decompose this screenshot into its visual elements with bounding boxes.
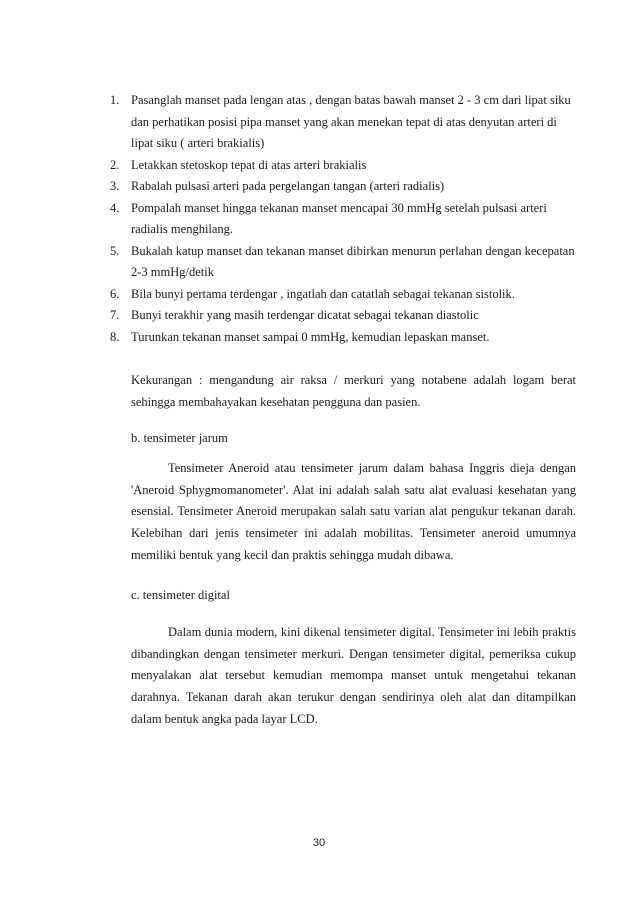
step-text: Letakkan stetoskop tepat di atas arteri brakialis	[131, 157, 367, 172]
procedure-steps-list	[110, 90, 580, 348]
step-number: 3.	[110, 179, 120, 193]
list-item	[110, 284, 580, 306]
list-item	[110, 90, 580, 155]
section-b-paragraph: Tensimeter Aneroid atau tensimeter jarum dalam bahasa Inggris dieja dengan 'Aneroid Sphygmomanometer'. Alat ini adalah salah satu alat evaluasi kesehatan yang esensial. Tensimeter Aneroid merupakan salah satu varian alat pengukur tekanan darah. Kelebihan dari jenis tensimeter ini adalah mobilitas. Tensimeter aneroid umumnya memiliki bentuk yang kecil dan praktis sehingga mudah dibawa.	[131, 461, 576, 562]
step-number: 8.	[110, 329, 120, 344]
step-text: Bukalah katup manset dan tekanan manset dibirkan menurun perlahan dengan kecepatan 2-3 mmHg/detik	[131, 243, 575, 279]
step-number: 4.	[110, 200, 120, 215]
section-c-paragraph: Dalam dunia modern, kini dikenal tensimeter digital. Tensimeter ini lebih praktis dibandingkan dengan tensimeter merkuri. Dengan tensimeter digital, pemeriksa cukup menyalakan alat tersebut kemudian memompa manset untuk mengetahui tekanan darahnya. Tekanan darah akan terukur dengan sendirinya oleh alat dan ditampilkan dalam bentuk angka pada layar LCD.	[131, 625, 576, 726]
list-item	[110, 327, 580, 349]
page-number: 30	[312, 837, 326, 849]
step-text: Rabalah pulsasi arteri pada pergelangan tangan (arteri radialis)	[131, 179, 445, 193]
step-number: 1.	[110, 93, 120, 107]
step-text: Turunkan tekanan manset sampai 0 mmHg, kemudian lepaskan manset.	[131, 329, 490, 344]
step-text: Pasanglah manset pada lengan atas , dengan batas bawah manset 2 - 3 cm dari lipat siku dan perhatikan posisi pipa manset yang akan menekan tepat di atas denyutan arteri di lipat siku ( arteri brakialis)	[131, 93, 571, 150]
list-item	[110, 305, 580, 327]
section-c-heading: c. tensimeter digital	[131, 588, 230, 602]
list-item	[110, 241, 580, 284]
step-number: 2.	[110, 157, 120, 172]
step-number: 7.	[110, 308, 120, 322]
step-text: Bunyi terakhir yang masih terdengar dicatat sebagai tekanan diastolic	[131, 308, 479, 322]
kekurangan-paragraph: Kekurangan : mengandung air raksa / merkuri yang notabene adalah logam berat sehingga membahayakan kesehatan pengguna dan pasien.	[131, 373, 576, 409]
list-item	[110, 176, 580, 198]
list-item	[110, 198, 580, 241]
step-text: Pompalah manset hingga tekanan manset mencapai 30 mmHg setelah pulsasi arteri radialis menghilang.	[131, 200, 547, 236]
step-number: 5.	[110, 243, 120, 258]
section-b-heading: b. tensimeter jarum	[131, 431, 228, 445]
step-text: Bila bunyi pertama terdengar , ingatlah dan catatlah sebagai tekanan sistolik.	[131, 286, 515, 301]
step-number: 6.	[110, 286, 120, 301]
list-item	[110, 155, 580, 177]
